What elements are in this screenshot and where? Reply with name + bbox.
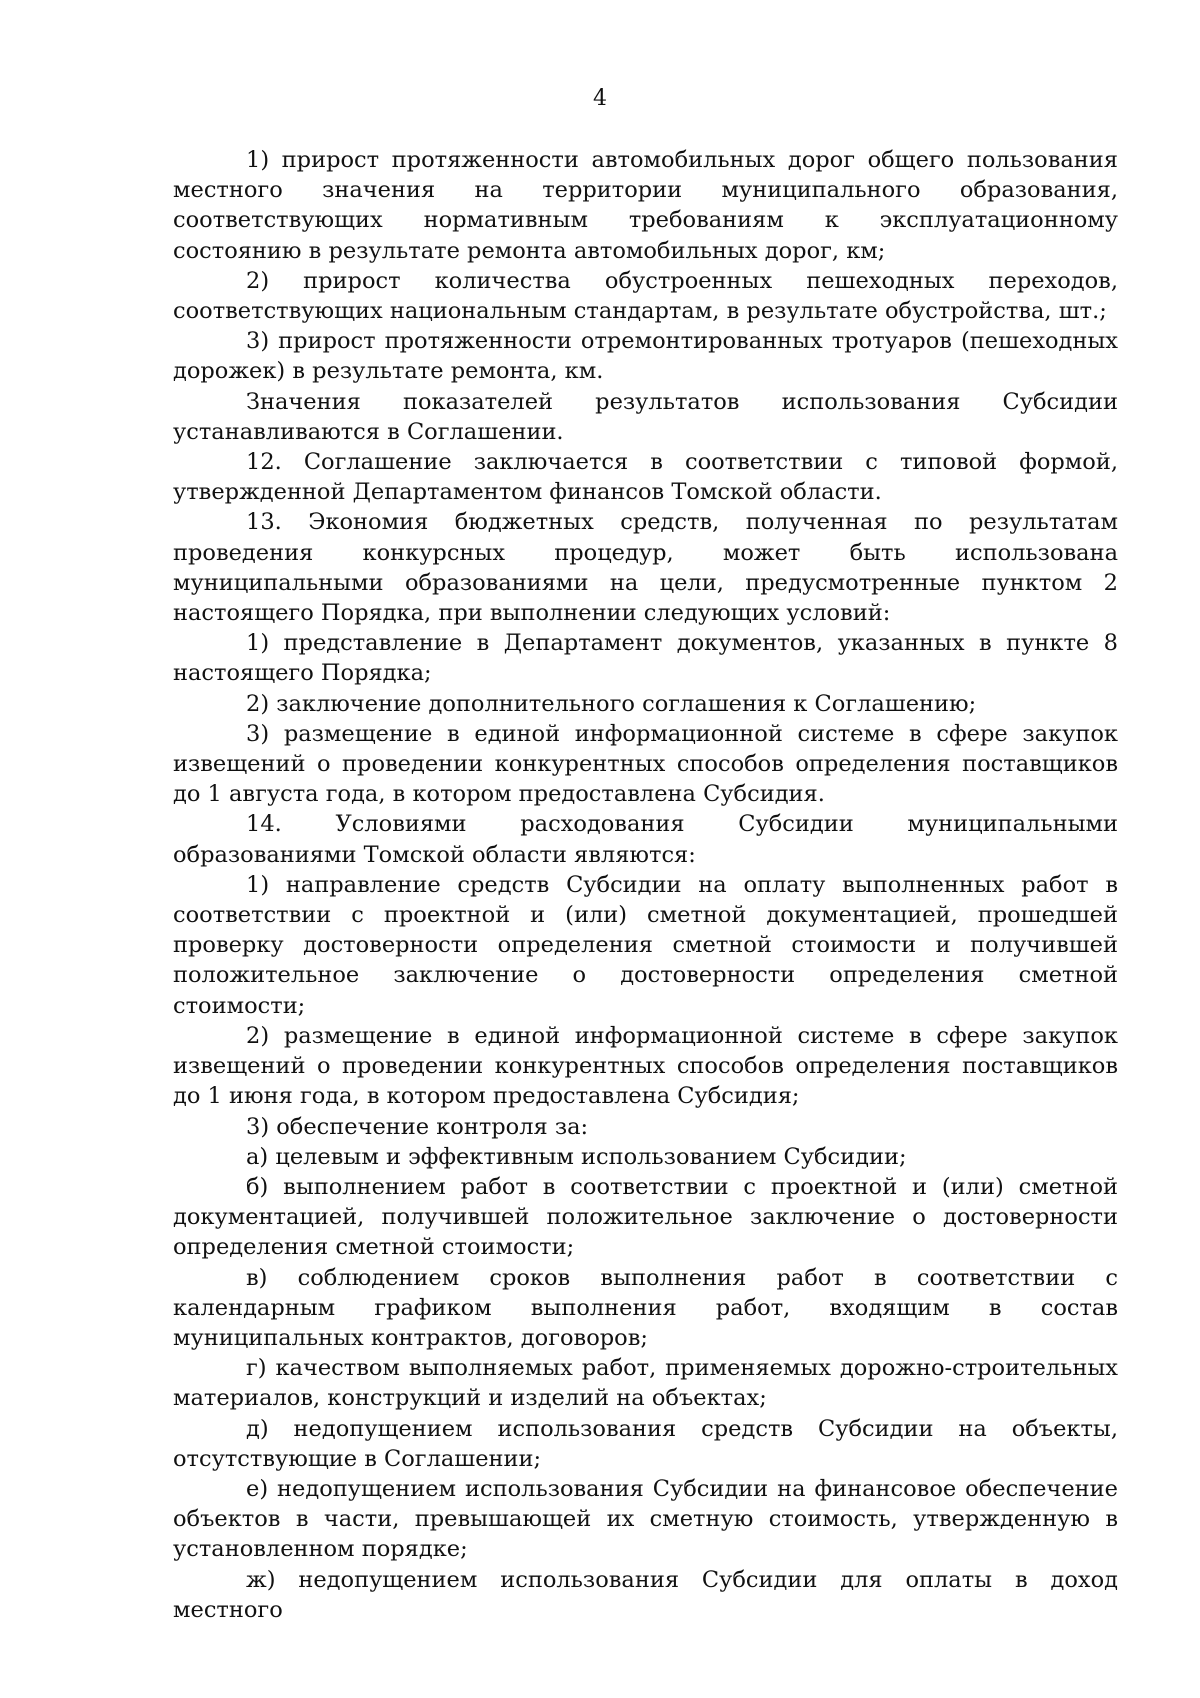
paragraph-subitem-g: г) качеством выполняемых работ, применяемых дорожно-строительных материалов, конструкций и изделий на объектах; — [173, 1355, 1118, 1412]
paragraph-subitem-b: б) выполнением работ в соответствии с проектной и (или) сметной документацией, получившей положительное заключение о достоверности определения сметной стоимости; — [173, 1173, 1118, 1261]
paragraph-clause-13-item-3: 3) размещение в единой информационной системе в сфере закупок извещений о проведении конкурентных способов определения поставщиков до 1 августа года, в котором предоставлена Субсидия. — [173, 720, 1118, 808]
paragraph-indicator-2: 2) прирост количества обустроенных пешеходных переходов, соответствующих национальным стандартам, в результате обустройства, шт.; — [173, 267, 1118, 325]
paragraph-subitem-a: а) целевым и эффективным использованием Субсидии; — [246, 1143, 907, 1170]
paragraph-clause-14: 14. Условиями расходования Субсидии муниципальными образованиями Томской области являются: — [173, 811, 1118, 868]
paragraph-clause-14-item-1: 1) направление средств Субсидии на оплату выполненных работ в соответствии с проектной и (или) сметной документацией, прошедшей проверку достоверности определения сметной стоимости и получившей положительное заключение о достоверности определения сметной стоимости; — [173, 871, 1118, 1019]
page-number: 4 — [593, 86, 607, 111]
paragraph-subitem-d: д) недопущением использования средств Субсидии на объекты, отсутствующие в Соглашении; — [173, 1415, 1118, 1472]
paragraph-clause-14-item-3: 3) обеспечение контроля за: — [246, 1113, 589, 1140]
paragraph-clause-13: 13. Экономия бюджетных средств, полученная по результатам проведения конкурсных процедур, может быть использована муниципальными образованиями на цели, предусмотренные пунктом 2 настоящего Порядка, при выполнении следующих условий: — [173, 509, 1118, 627]
paragraph-clause-12: 12. Соглашение заключается в соответствии с типовой формой, утвержденной Департаментом финансов Томской области. — [173, 449, 1118, 506]
paragraph-clause-13-item-2: 2) заключение дополнительного соглашения к Соглашению; — [246, 690, 977, 717]
paragraph-subitem-v: в) соблюдением сроков выполнения работ в соответствии с календарным графиком выполнения работ, входящим в состав муниципальных контрактов, договоров; — [173, 1264, 1118, 1351]
document-body — [173, 145, 1118, 1625]
paragraph-clause-14-item-2: 2) размещение в единой информационной системе в сфере закупок извещений о проведении конкурентных способов определения поставщиков до 1 июня года, в котором предоставлена Субсидия; — [173, 1022, 1118, 1110]
paragraph-indicator-1: 1) прирост протяженности автомобильных дорог общего пользования местного значения на территории муниципального образования, соответствующих нормативным требованиям к эксплуатационному состоянию в результате ремонта автомобильных дорог, км; — [173, 147, 1118, 264]
paragraph-clause-13-item-1: 1) представление в Департамент документов, указанных в пункте 8 настоящего Порядка; — [173, 630, 1118, 687]
paragraph-subitem-zh: ж) недопущением использования Субсидии для оплаты в доход местного — [173, 1566, 1118, 1623]
paragraph-subitem-e: е) недопущением использования Субсидии на финансовое обеспечение объектов в части, превышающей их сметную стоимость, утвержденную в установленном порядке; — [173, 1475, 1118, 1563]
paragraph-indicator-values: Значения показателей результатов использования Субсидии устанавливаются в Соглашении. — [173, 388, 1118, 445]
paragraph-indicator-3: 3) прирост протяженности отремонтированных тротуаров (пешеходных дорожек) в результате ремонта, км. — [173, 328, 1118, 385]
